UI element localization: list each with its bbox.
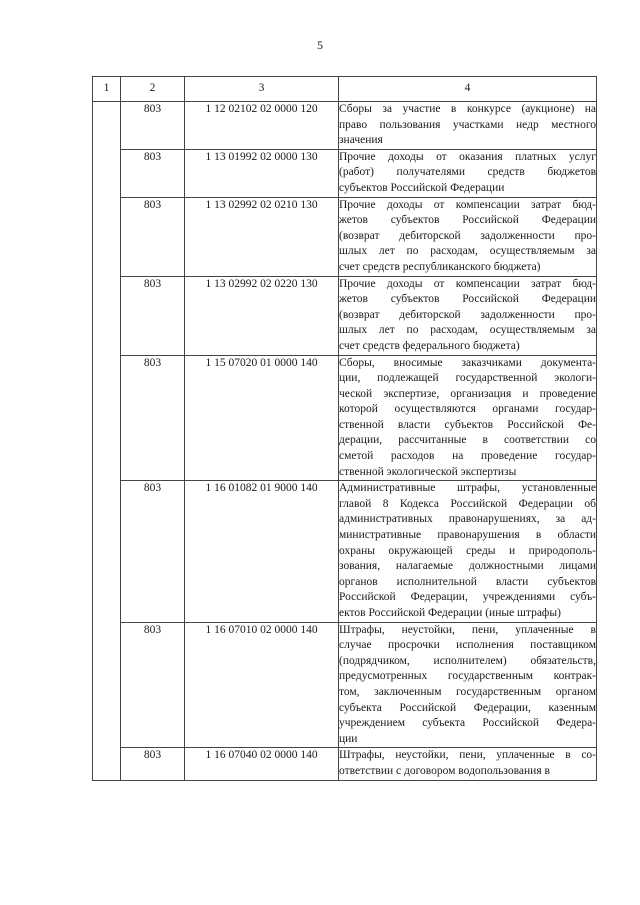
admin-code-cell: 803 [121,748,185,780]
admin-code-cell: 803 [121,197,185,276]
budget-codes-table [92,76,597,781]
budget-code-cell: 1 16 01082 01 9000 140 [185,481,339,622]
table-row [93,355,597,481]
description-cell [339,748,597,780]
description-line: шлых лет по расходам, осуществляемым за [339,245,596,258]
description-line: шлых лет по расходам, осуществляемым за [339,324,596,337]
table-row [93,197,597,276]
description-line: предусмотренных государственным контрак- [339,670,596,683]
description-line: том, заключенным государственным органом [339,685,596,698]
description-line: Штрафы, неустойки, пени, уплаченные в [339,623,596,636]
description-cell [339,149,597,197]
admin-code-cell: 803 [121,102,185,150]
description-line: счет средств республиканского бюджета) [339,260,541,273]
table-row [93,748,597,780]
description-line: Прочие доходы от компенсации затрат бюд- [339,198,596,211]
description-cell [339,276,597,355]
description-line: (возврат дебиторской задолженности про- [339,229,596,242]
description-line: органов исполнительной власти субъектов [339,575,596,588]
table-row [93,276,597,355]
description-line: Сборы, вносимые заказчиками документа- [339,356,596,369]
admin-code-cell: 803 [121,355,185,481]
description-line: административных правонарушениях, за ад- [339,513,596,526]
description-line: дерации, рассчитанные в соответствии со [339,434,596,447]
description-line: Сборы за участие в конкурсе (аукционе) на [339,103,596,115]
description-line: главой 8 Кодекса Российской Федерации об [339,497,596,510]
description-cell [339,355,597,481]
description-line: ектов Российской Федерации (иные штрафы) [339,607,561,619]
budget-code-cell: 1 12 02102 02 0000 120 [185,102,339,150]
description-cell [339,197,597,276]
description-line: право пользования участками недр местного [339,118,596,131]
description-line: субъектов Российской Федерации [339,181,505,194]
description-line: значения [339,134,383,147]
budget-code-cell: 1 13 01992 02 0000 130 [185,149,339,197]
description-line: ции [339,732,358,745]
budget-code-cell: 1 16 07010 02 0000 140 [185,622,339,748]
header-col-4: 4 [339,77,597,102]
description-line: субъекта Российской Федерации, казенным [339,701,596,714]
description-line: (возврат дебиторской задолженности про- [339,308,596,321]
description-line: ственной власти субъектов Российской Фе- [339,418,596,431]
description-line: жетов субъектов Российской Федерации [339,293,596,306]
budget-code-cell: 1 15 07020 01 0000 140 [185,355,339,481]
description-line: ции, подлежащей государственной экологи- [339,372,596,385]
budget-code-cell: 1 16 07040 02 0000 140 [185,748,339,780]
description-line: ответствии с договором водопользования в [339,764,550,777]
description-line: которой осуществляются органами государ- [339,403,596,416]
description-line: сметой расходов на проведение государ- [339,450,596,463]
description-line: министративные правонарушения в области [339,529,596,542]
admin-code-cell: 803 [121,276,185,355]
description-cell [339,481,597,622]
table-row [93,149,597,197]
budget-code-cell: 1 13 02992 02 0210 130 [185,197,339,276]
admin-code-cell: 803 [121,149,185,197]
description-line: Прочие доходы от оказания платных услуг [339,150,596,163]
header-row [93,77,597,102]
description-line: Штрафы, неустойки, пени, уплаченные в со- [339,749,596,762]
admin-code-cell: 803 [121,622,185,748]
header-col-3: 3 [185,77,339,102]
description-line: (работ) получателями средств бюджетов [339,166,596,179]
description-cell [339,622,597,748]
description-line: охраны окружающей среды и природополь- [339,544,596,557]
description-line: Административные штрафы, установленные [339,482,596,495]
description-line: счет средств федерального бюджета) [339,339,520,352]
description-line: учреждением субъекта Российской Федера- [339,717,596,730]
header-col-2: 2 [121,77,185,102]
page-number: 5 [317,38,323,52]
description-line: зования, налагаемые должностными лицами [339,560,596,573]
header-col-1: 1 [93,77,121,102]
budget-code-cell: 1 13 02992 02 0220 130 [185,276,339,355]
description-cell [339,102,597,150]
table-row [93,622,597,748]
description-line: Прочие доходы от компенсации затрат бюд- [339,277,596,290]
table-row [93,481,597,622]
description-line: (подрядчиком, исполнителем) обязательств, [339,654,596,667]
description-line: ческой экспертизе, организация и проведение [339,387,596,400]
description-line: жетов субъектов Российской Федерации [339,214,596,227]
admin-code-cell: 803 [121,481,185,622]
description-line: ственной экологической экспертизы [339,465,517,478]
description-line: Российской Федерации, учреждениями субъ- [339,591,596,604]
table-row [93,102,597,150]
column-1-cell [93,102,121,781]
description-line: случае просрочки исполнения поставщиком [339,639,596,652]
